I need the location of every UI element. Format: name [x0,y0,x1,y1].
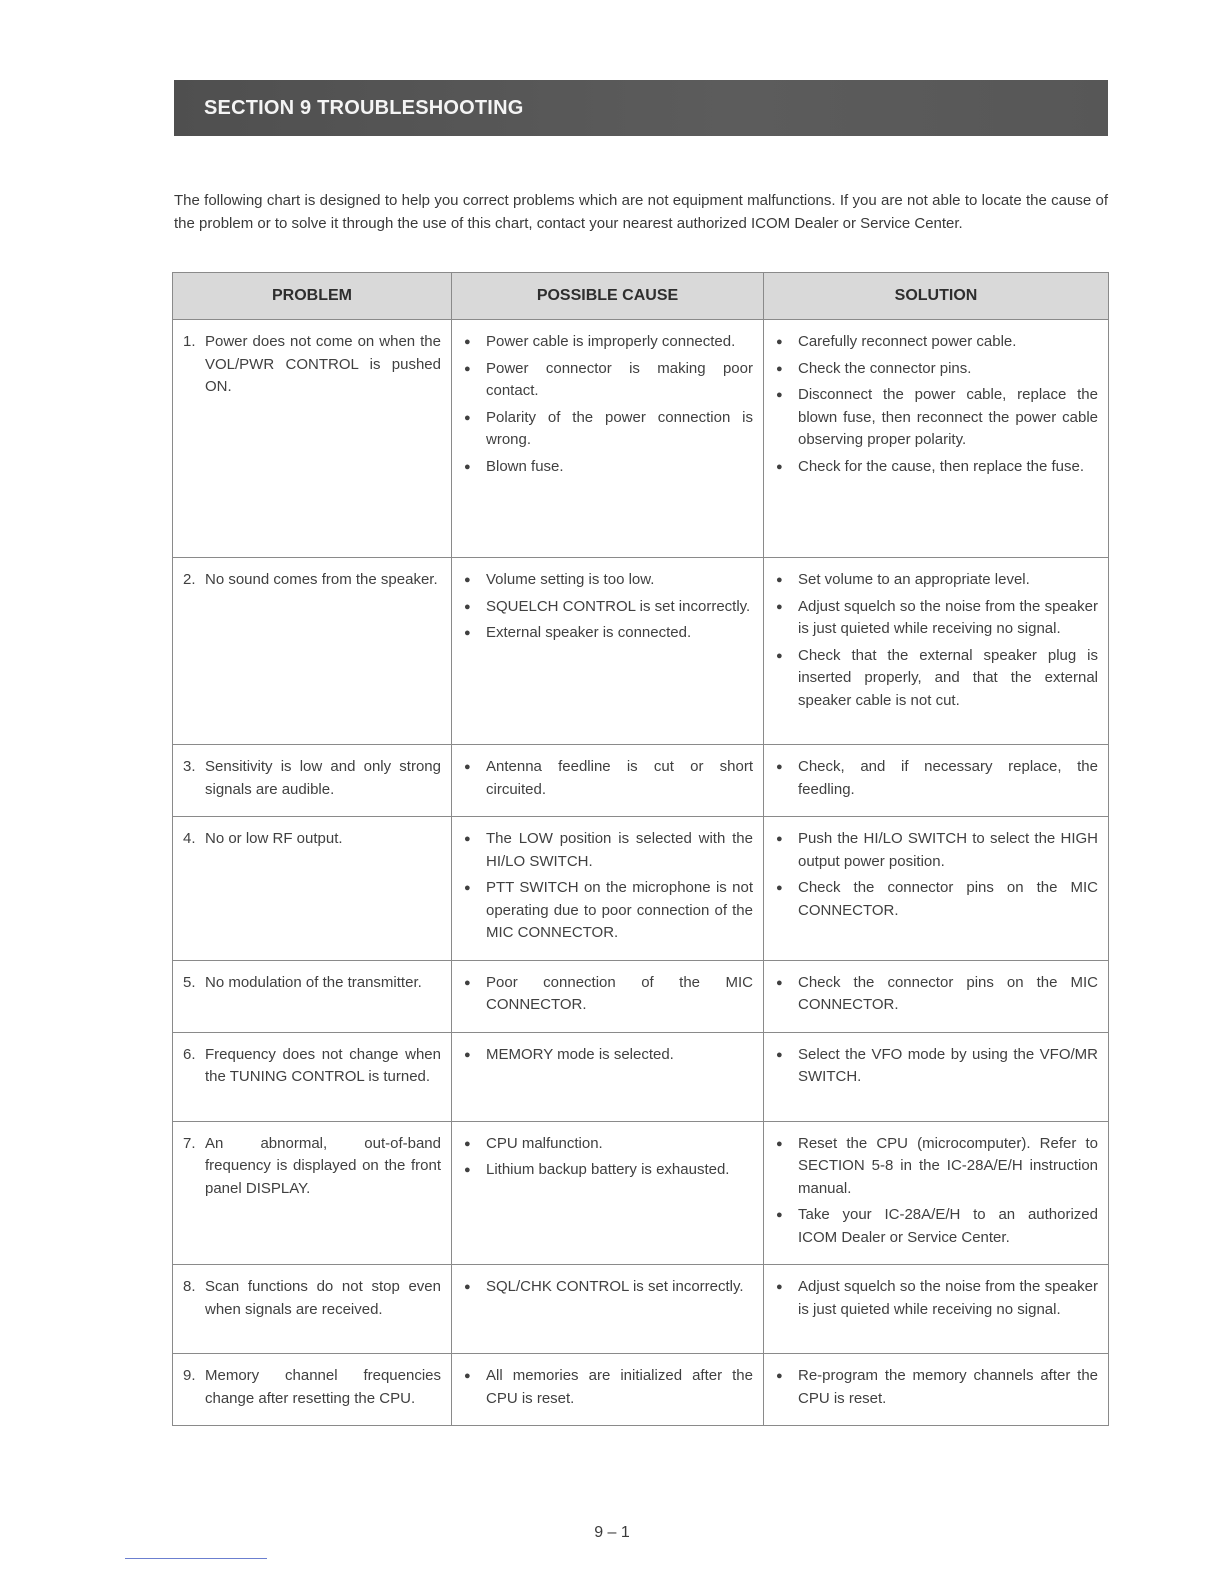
problem-number: 9. [183,1367,196,1384]
table-row [173,558,1109,745]
bullet-icon: ● [776,1137,783,1150]
cause-cell [452,1265,764,1354]
list-item [462,756,753,801]
list-item [774,828,1098,873]
bullet-icon: ● [464,574,471,586]
solution-text: Re-program the memory channels after the CPU is reset. [798,1367,1098,1407]
table-row [173,745,1109,817]
list-item [774,756,1098,801]
solution-text: Adjust squelch so the noise from the speaker is just quieted while receiving no signal. [798,1278,1098,1318]
solution-text: Check for the cause, then replace the fuse. [798,457,1085,475]
list-item [774,1044,1098,1089]
list-item [774,877,1098,922]
list-item [462,622,753,645]
problem-number: 7. [183,1134,196,1152]
problem-text: Power does not come on when the VOL/PWR CONTROL is pushed ON. [205,333,441,395]
bullet-icon: ● [776,574,783,586]
bullet-icon: ● [464,833,471,845]
solution-cell [764,960,1109,1032]
problem-cell [173,1265,452,1354]
cause-text: Poor connection of the MIC CONNECTOR. [486,973,753,1013]
problem-text: An abnormal, out-of-band frequency is displayed on the front panel DISPLAY. [205,1134,441,1197]
list-item [462,1159,753,1182]
table-row [173,1032,1109,1121]
problem-cell [173,558,452,745]
table-row [173,817,1109,961]
list-item [774,596,1098,641]
bullet-icon: ● [464,600,471,613]
solution-cell [764,1265,1109,1354]
bullet-icon: ● [776,1048,783,1061]
problem-text: Sensitivity is low and only strong signals are audible. [205,758,441,798]
problem-text: Scan functions do not stop even when signals are received. [205,1278,441,1318]
cause-cell [452,558,764,745]
troubleshooting-table [172,272,1109,1426]
list-item [462,456,753,479]
problem-number: 8. [183,1278,196,1295]
section-header-bar [174,80,1108,136]
list-item [462,596,753,619]
bullet-icon: ● [776,976,783,989]
cause-cell [452,960,764,1032]
bullet-icon: ● [464,1048,471,1061]
solution-text: Check, and if necessary replace, the feedling. [798,758,1098,798]
bullet-icon: ● [464,761,471,773]
cause-text: All memories are initialized after the CPU is reset. [486,1367,753,1407]
list-item [774,1276,1098,1321]
bullet-icon: ● [776,1209,783,1221]
cause-text: SQL/CHK CONTROL is set incorrectly. [486,1278,744,1295]
solution-text: Check the connector pins on the MIC CONNECTOR. [798,879,1098,919]
page-number: 9 – 1 [594,1524,630,1541]
problem-cell [173,817,452,961]
list-item [774,972,1098,1017]
list-item [774,645,1098,713]
solution-text: Set volume to an appropriate level. [798,571,1030,588]
bullet-icon: ● [776,389,783,401]
problem-cell [173,1121,452,1265]
bullet-icon: ● [776,362,783,375]
list-item [774,331,1098,354]
list-item [774,1133,1098,1201]
table-header-row [173,273,1109,320]
bullet-icon: ● [776,649,783,662]
solution-cell [764,558,1109,745]
bullet-icon: ● [464,627,471,639]
cause-text: Lithium backup battery is exhausted. [486,1161,730,1178]
cause-text: PTT SWITCH on the microphone is not operating due to poor connection of the MIC CONNECTOR. [486,879,753,941]
bullet-icon: ● [464,882,471,894]
solution-text: Take your IC-28A/E/H to an authorized ICOM Dealer or Service Center. [798,1206,1098,1246]
problem-cell [173,745,452,817]
cause-cell [452,817,764,961]
solution-text: Check that the external speaker plug is inserted properly, and that the external speaker cable is not cut. [798,646,1098,709]
cause-text: External speaker is connected. [486,624,692,641]
bullet-icon: ● [464,976,471,989]
bullet-icon: ● [776,460,783,473]
cause-text: Blown fuse. [486,457,564,475]
list-item [462,1365,753,1410]
problem-text: Memory channel frequencies change after resetting the CPU. [205,1367,441,1407]
cause-cell [452,320,764,558]
solution-cell [764,320,1109,558]
list-item [774,569,1098,592]
bullet-icon: ● [464,336,471,348]
problem-cell [173,960,452,1032]
problem-number: 2. [183,571,196,588]
list-item [774,1365,1098,1410]
cause-text: Power connector is making poor contact. [486,359,753,399]
problem-number: 3. [183,758,196,775]
bullet-icon: ● [464,1137,471,1150]
solution-text: Reset the CPU (microcomputer). Refer to SECTION 5-8 in the IC-28A/E/H instruction manual. [798,1134,1098,1197]
cause-text: The LOW position is selected with the HI/LO SWITCH. [486,830,753,870]
problem-text: No or low RF output. [205,830,343,847]
list-item [462,1133,753,1156]
bullet-icon: ● [776,1370,783,1382]
list-item [462,828,753,873]
cause-text: Polarity of the power connection is wrong. [486,408,753,448]
problem-cell [173,320,452,558]
bullet-icon: ● [464,362,471,375]
bullet-icon: ● [776,600,783,613]
solution-text: Disconnect the power cable, replace the blown fuse, then reconnect the power cable observing proper polarity. [798,386,1098,448]
footnote-divider [125,1558,267,1559]
problem-column-header: PROBLEM [173,273,452,320]
solution-text: Check the connector pins on the MIC CONNECTOR. [798,973,1098,1013]
problem-number: 4. [183,830,196,847]
cause-column-header: POSSIBLE CAUSE [452,273,764,320]
problem-number: 6. [183,1045,196,1063]
bullet-icon: ● [776,882,783,894]
solution-text: Push the HI/LO SWITCH to select the HIGH output power position. [798,830,1098,870]
solution-cell [764,1032,1109,1121]
list-item [462,331,753,354]
bullet-icon: ● [776,336,783,348]
list-item [462,877,753,945]
problem-number: 5. [183,973,196,991]
bullet-icon: ● [464,411,471,424]
list-item [774,1204,1098,1249]
list-item [462,1044,753,1067]
solution-text: Check the connector pins. [798,359,972,377]
list-item [774,456,1098,479]
problem-cell [173,1032,452,1121]
solution-text: Carefully reconnect power cable. [798,333,1017,350]
cause-cell [452,1354,764,1426]
list-item [774,384,1098,452]
problem-cell [173,1354,452,1426]
table-row [173,960,1109,1032]
cause-text: Antenna feedline is cut or short circuited. [486,758,753,798]
cause-cell [452,1032,764,1121]
list-item [462,407,753,452]
solution-cell [764,817,1109,961]
problem-text: No modulation of the transmitter. [205,973,422,991]
list-item [462,569,753,592]
section-title: SECTION 9 TROUBLESHOOTING [204,96,524,119]
problem-text: Frequency does not change when the TUNING CONTROL is turned. [205,1045,441,1085]
table-row [173,320,1109,558]
cause-cell [452,1121,764,1265]
problem-number: 1. [183,333,196,350]
cause-text: Power cable is improperly connected. [486,333,736,350]
cause-text: Volume setting is too low. [486,571,655,588]
problem-text: No sound comes from the speaker. [205,571,438,588]
table-row [173,1121,1109,1265]
solution-cell [764,1354,1109,1426]
list-item [462,1276,753,1299]
solution-text: Adjust squelch so the noise from the speaker is just quieted while receiving no signal. [798,597,1098,637]
cause-cell [452,745,764,817]
bullet-icon: ● [776,833,783,845]
cause-text: MEMORY mode is selected. [486,1045,674,1063]
table-row [173,1354,1109,1426]
solution-cell [764,745,1109,817]
bullet-icon: ● [464,1370,471,1382]
bullet-icon: ● [464,1281,471,1293]
cause-text: CPU malfunction. [486,1134,603,1152]
bullet-icon: ● [776,1281,783,1293]
bullet-icon: ● [464,460,471,473]
list-item [774,358,1098,381]
solution-text: Select the VFO mode by using the VFO/MR SWITCH. [798,1045,1098,1085]
bullet-icon: ● [776,761,783,773]
list-item [462,972,753,1017]
bullet-icon: ● [464,1164,471,1176]
list-item [462,358,753,403]
intro-paragraph: The following chart is designed to help you correct problems which are not equipment malfunctions. If you are not able to locate the cause of the problem or to solve it through the use of this chart, contact your nearest authorized ICOM Dealer or Service Center. [174,192,1108,232]
solution-column-header: SOLUTION [764,273,1109,320]
table-row [173,1265,1109,1354]
solution-cell [764,1121,1109,1265]
cause-text: SQUELCH CONTROL is set incorrectly. [486,597,751,615]
